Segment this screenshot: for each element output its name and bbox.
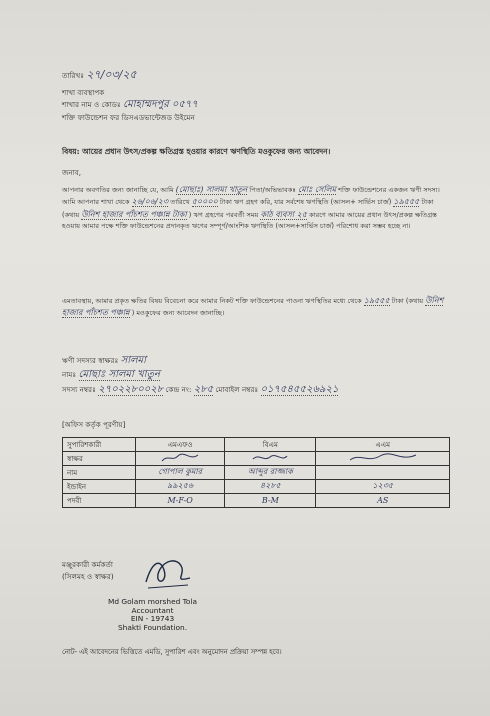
signature-cell <box>225 452 316 466</box>
accountant-stamp <box>108 598 197 632</box>
table-header: সুপারিশকারী <box>63 438 136 452</box>
signature-cell <box>316 452 450 466</box>
applicant-name: (মোছাঃ) সালমা খাতুন <box>175 185 248 194</box>
loan-balance: ১৯৫৫৫ <box>393 197 420 207</box>
body-paragraph-2: এমতাবস্থায়, আমার প্রকৃত ক্ষতির বিষয় বিবেচনা করে আমার নিকট শক্তি ফাউন্ডেশনের পাওনা ঋণস্থিতির মধ্যে থেকে ১৯৫৫৫ টাকা (কথায় উনিশ হাজার পাঁচশত পঞ্চান্ন ) মওকুফের জন্য আবেদন জানাচ্ছি। <box>62 296 444 318</box>
loan-date: ২৬/০৬/২৩ <box>131 197 169 207</box>
stamp-ein: EIN - 19743 <box>130 614 175 624</box>
footer-note: নোট- এই আবেদনের ভিত্তিতে এমডি, সুপারিশ এবং অনুমোদন প্রক্রিয়া সম্পন্ন হবে। <box>62 648 282 656</box>
table-row: নাম গোপাল কুমার আব্দুর রাজ্জাক <box>63 466 450 480</box>
center-number: ২৮৫ <box>193 384 214 395</box>
waiver-amount-words: উনিশ হাজার পাঁচশত পঞ্চান্ন <box>62 296 444 318</box>
table-header-row <box>63 438 450 452</box>
subject-line: বিষয়: আয়ের প্রধান উৎস/প্রকল্প ক্ষতিগ্রস্ত হওয়ার কারণে ঋণস্থিতি মওকুফের জন্য আবেদন। <box>62 147 331 156</box>
member-name-line: নামঃ মোছাঃ সালমা খাতুন <box>62 369 161 380</box>
date-line: তারিখঃ ২৭/০৩/২৫ <box>62 68 137 81</box>
mobile-number: ০১৭৫৪৫৫২৬৯২১ <box>260 384 339 395</box>
member-number: ২৭০২২৮০০২৮ <box>98 384 164 395</box>
branch-value: মোহাম্মদপুর ০৫৭৭ <box>123 99 198 110</box>
loan-amount: ৫০০০০ <box>191 197 218 207</box>
branch-line: শাখার নাম ও কোডঃ মোহাম্মদপুর ০৫৭৭ <box>62 99 198 110</box>
signature-mark <box>160 453 200 463</box>
member-name: মোছাঃ সালমা খাতুন <box>78 369 161 380</box>
org-line: শক্তি ফাউন্ডেশন ফর ডিসএডভান্টেজড উইমেন <box>62 113 195 122</box>
approver-signature <box>138 552 198 594</box>
table-header: বিএম <box>225 438 316 452</box>
branch-manager-line: শাখা ব্যবস্থাপক <box>62 88 105 97</box>
member-number-line: সদস্য নম্বরঃ ২৭০২২৮০০২৮ কেন্দ্র নং: ২৮৫ মোবাইল নম্বরঃ ০১৭৫৪৫৫২৬৯২১ <box>62 384 339 395</box>
salutation: জনাব, <box>62 168 82 177</box>
table-row: ইন্ডাইন ৯৯২৫৬ ৪২৮৫ ১২৩৫ <box>63 480 450 494</box>
recommendation-table <box>62 437 450 508</box>
loan-balance-words: উনিশ হাজার পাঁচশত পঞ্চান্ন টাকা <box>81 209 187 219</box>
body-paragraph-1: আপনার অবগতির জন্য জানাচ্ছি যে, আমি (মোছাঃ) সালমা খাতুন পিতা/অভিভাবকঃ মোঃ সেলিম শক্তি ফাউন্ডেশনের একজন ঋণী সদস্য। আমি আপনার শাখা থেকে ২৬/০৬/২৩ তারিখে ৫০০০০ টাকা ঋণ গ্রহণ করি, যার সর্বশেষ ঋণস্থিতি (আসল+ সার্ভিস চার্জ) ১৯৫৫৫ টাকা (কথায় উনিশ হাজার পাঁচশত পঞ্চান্ন টাকা ) ঋণ গ্রহণের পরবর্তী সময় কাঠ ব্যবসা ২৫ কারণে আমার আয়ের প্রধান উৎস/প্রকল্প ক্ষতিগ্রস্ত হওয়ায় আমার পক্ষে শক্তি ফাউন্ডেশনের প্রদানকৃত ঋণের সম্পূর্ণ/আংশিক ঋণস্থিতি (আসল+সার্ভিস চার্জ) পরিশোধ করা সম্ভব হচ্ছে না। <box>62 185 440 231</box>
signature-mark <box>250 453 290 463</box>
waiver-amount: ১৯৫৫৫ <box>363 296 390 305</box>
office-use-label: [অফিস কর্তৃক পূরণীয়] <box>62 420 126 429</box>
approver-seal-label: (সিলমহ ও স্বাক্ষর) <box>62 572 114 581</box>
signature-mark <box>348 453 418 463</box>
loss-period: কাঠ ব্যবসা ২৫ <box>260 209 307 219</box>
member-signature-line: ঋণী সদস্যর স্বাক্ষরঃ সালমা <box>62 355 147 366</box>
approver-label: মঞ্জুরকারী কর্মকর্তা <box>62 560 114 569</box>
table-row: স্বাক্ষর <box>63 452 450 466</box>
stamp-name: Md Golam morshed Tola <box>108 597 198 606</box>
table-header: এমএফও <box>135 438 224 452</box>
guardian-name: মোঃ সেলিম <box>298 185 337 194</box>
member-signature: সালমা <box>120 355 147 366</box>
signature-cell <box>135 452 224 466</box>
date-value: ২৭/০৩/২৫ <box>86 68 137 81</box>
stamp-org: Shakti Foundation. <box>117 622 188 632</box>
stamp-title: Accountant <box>131 605 174 615</box>
table-header: এএম <box>316 438 450 452</box>
table-row: পদবী M-F-O B-M AS <box>63 494 450 508</box>
